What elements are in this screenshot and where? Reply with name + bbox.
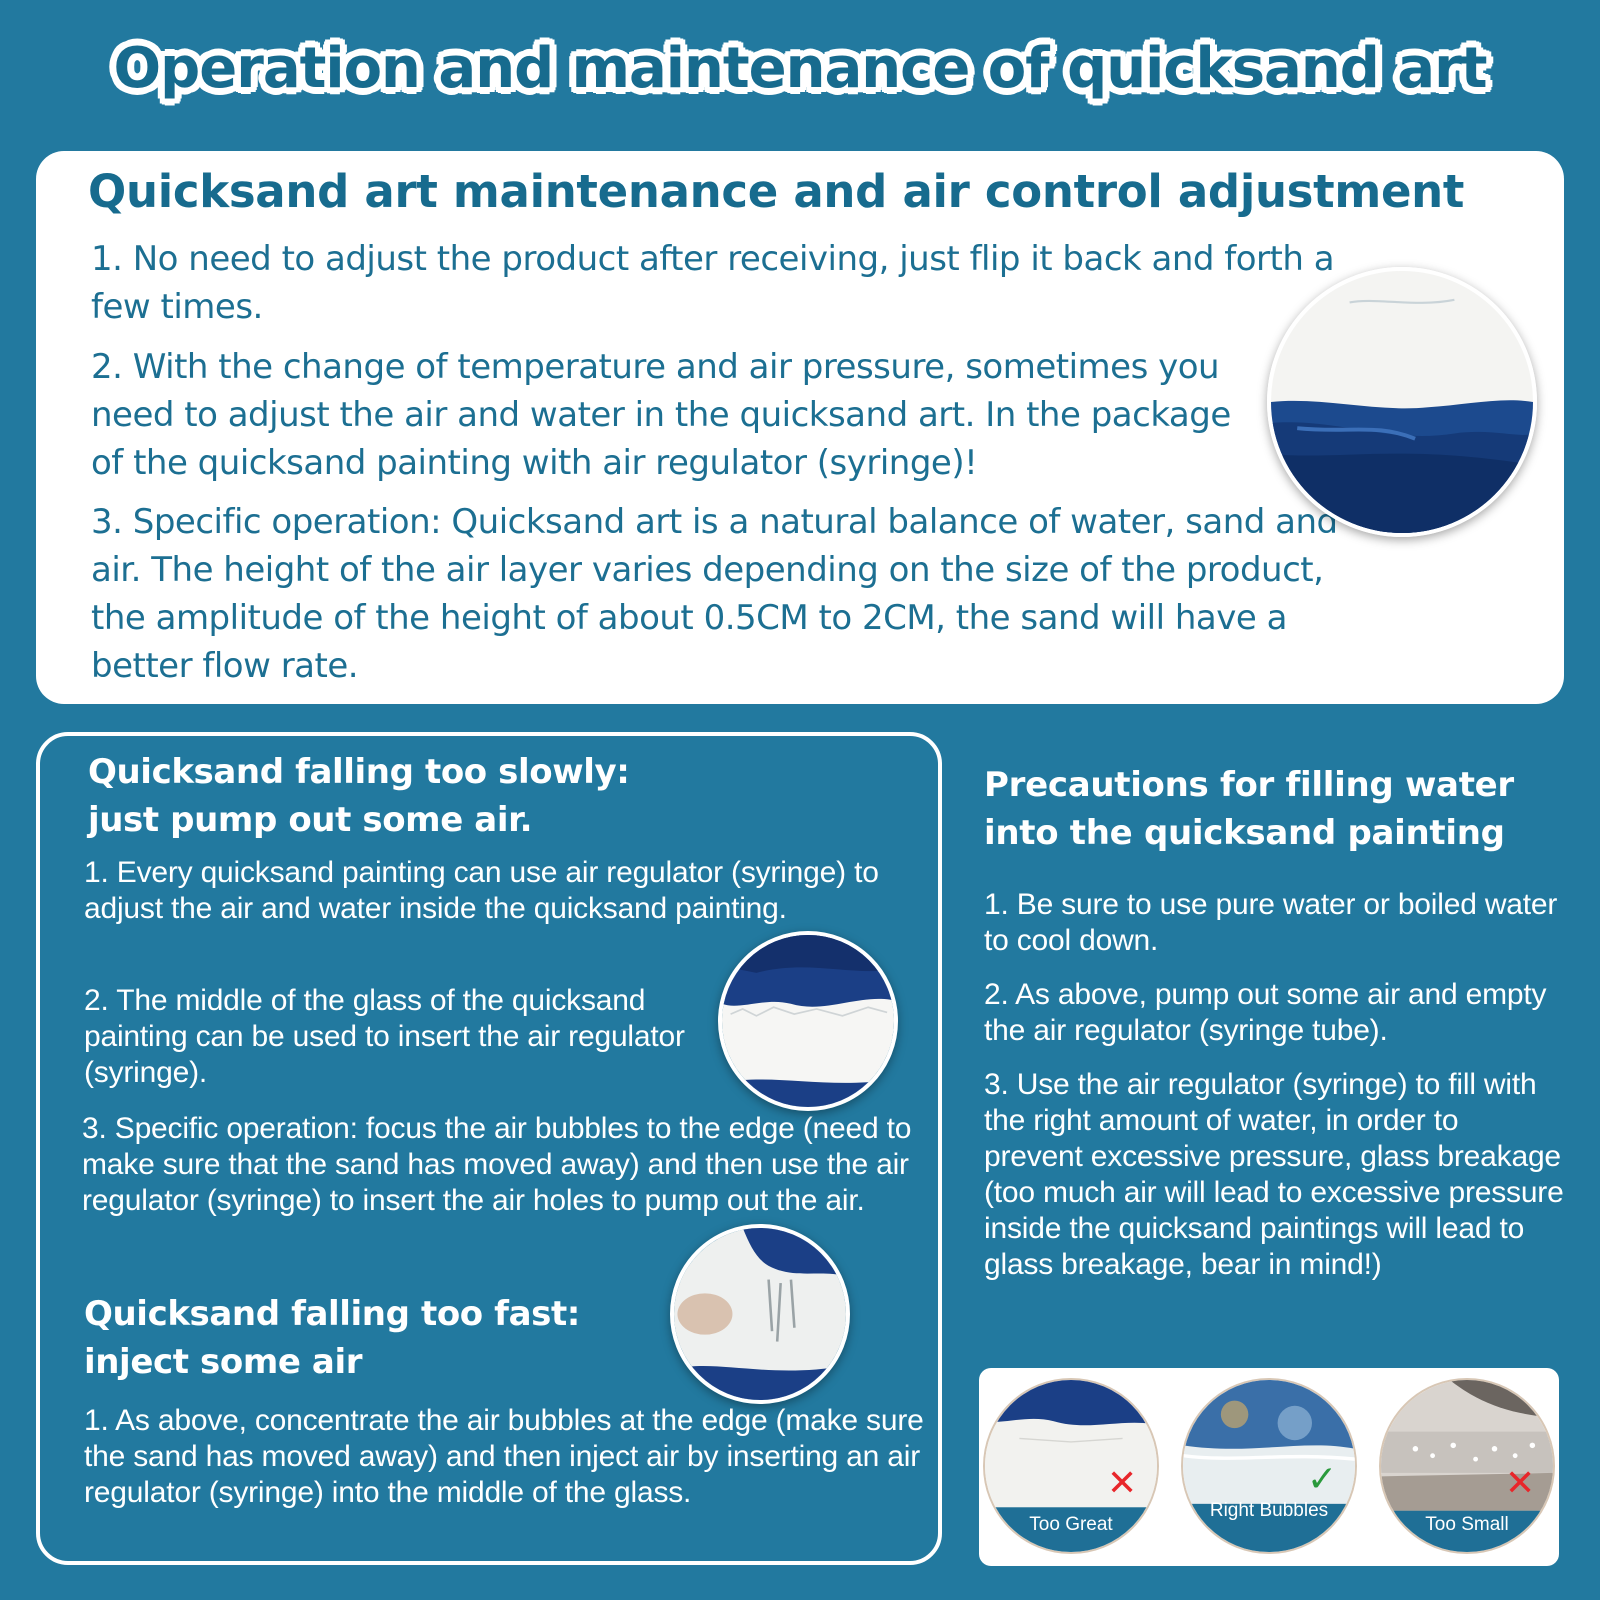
maintenance-heading: Quicksand art maintenance and air control adjustment xyxy=(88,165,1465,218)
air-layer-photo xyxy=(1267,267,1537,537)
maintenance-card xyxy=(36,151,1564,704)
syringe-insert-photo xyxy=(670,1224,850,1404)
too-slow-heading-line2: just pump out some air. xyxy=(88,800,533,840)
too-slow-item-2: 2. The middle of the glass of the quicksand painting can be used to insert the air regulator (syringe). xyxy=(84,984,685,1089)
too-slow-item-3: 3. Specific operation: focus the air bubbles to the edge (need to make sure that the sand has moved away) and then use the air regulator (syringe) to insert the air holes to pump out the air. xyxy=(82,1112,912,1217)
precautions-item-2: 2. As above, pump out some air and empty the air regulator (syringe tube). xyxy=(984,978,1547,1047)
too-fast-heading-line2: inject some air xyxy=(84,1342,363,1382)
precautions-heading-line2: into the quicksand painting xyxy=(984,813,1505,853)
bubble-too-great xyxy=(983,1378,1159,1554)
bubble-right-label: Right Bubbles xyxy=(1209,1500,1329,1521)
too-fast-item-1: 1. As above, concentrate the air bubbles at the edge (make sure the sand has moved away) and then inject air by inserting an air regulator (syringe) into the middle of the glass. xyxy=(84,1404,924,1509)
wrong-mark-icon: ✕ xyxy=(1505,1463,1536,1504)
bubble-too-small-label: Too Small xyxy=(1425,1514,1509,1535)
wrong-mark-icon: ✕ xyxy=(1107,1463,1138,1504)
precautions-heading xyxy=(984,761,1584,857)
too-slow-heading-line1: Quicksand falling too slowly: xyxy=(88,752,630,792)
too-fast-heading-line1: Quicksand falling too fast: xyxy=(84,1294,580,1334)
maintenance-item-1: 1. No need to adjust the product after receiving, just flip it back and forth a few times. xyxy=(91,239,1335,327)
bubble-too-great-label: Too Great xyxy=(1029,1514,1113,1535)
precautions-heading-line1: Precautions for filling water xyxy=(984,765,1514,805)
glass-middle-photo xyxy=(718,931,898,1111)
too-slow-item-1: 1. Every quicksand painting can use air regulator (syringe) to adjust the air and water inside the quicksand painting. xyxy=(84,856,879,925)
page-title: Operation and maintenance of quicksand art xyxy=(113,36,1487,101)
check-mark-icon: ✓ xyxy=(1307,1459,1338,1500)
bubble-too-small xyxy=(1379,1378,1555,1554)
bubble-right xyxy=(1181,1378,1357,1554)
precautions-item-1: 1. Be sure to use pure water or boiled water to cool down. xyxy=(984,888,1558,957)
bubble-size-comparison xyxy=(979,1368,1559,1566)
maintenance-item-3: 3. Specific operation: Quicksand art is a natural balance of water, sand and air. The height of the air layer varies depending on the size of the product, the amplitude of the height of about 0.5CM to 2CM, the sand will have a better flow rate. xyxy=(91,502,1338,686)
maintenance-item-2: 2. With the change of temperature and air pressure, sometimes you need to adjust the air and water in the quicksand art. In the package of the quicksand painting with air regulator (syringe)! xyxy=(91,347,1231,483)
precautions-item-3: 3. Use the air regulator (syringe) to fill with the right amount of water, in order to prevent excessive pressure, glass breakage (too much air will lead to excessive pressure inside the quicksand paintings will lead to glass breakage, bear in mind!) xyxy=(984,1068,1564,1281)
